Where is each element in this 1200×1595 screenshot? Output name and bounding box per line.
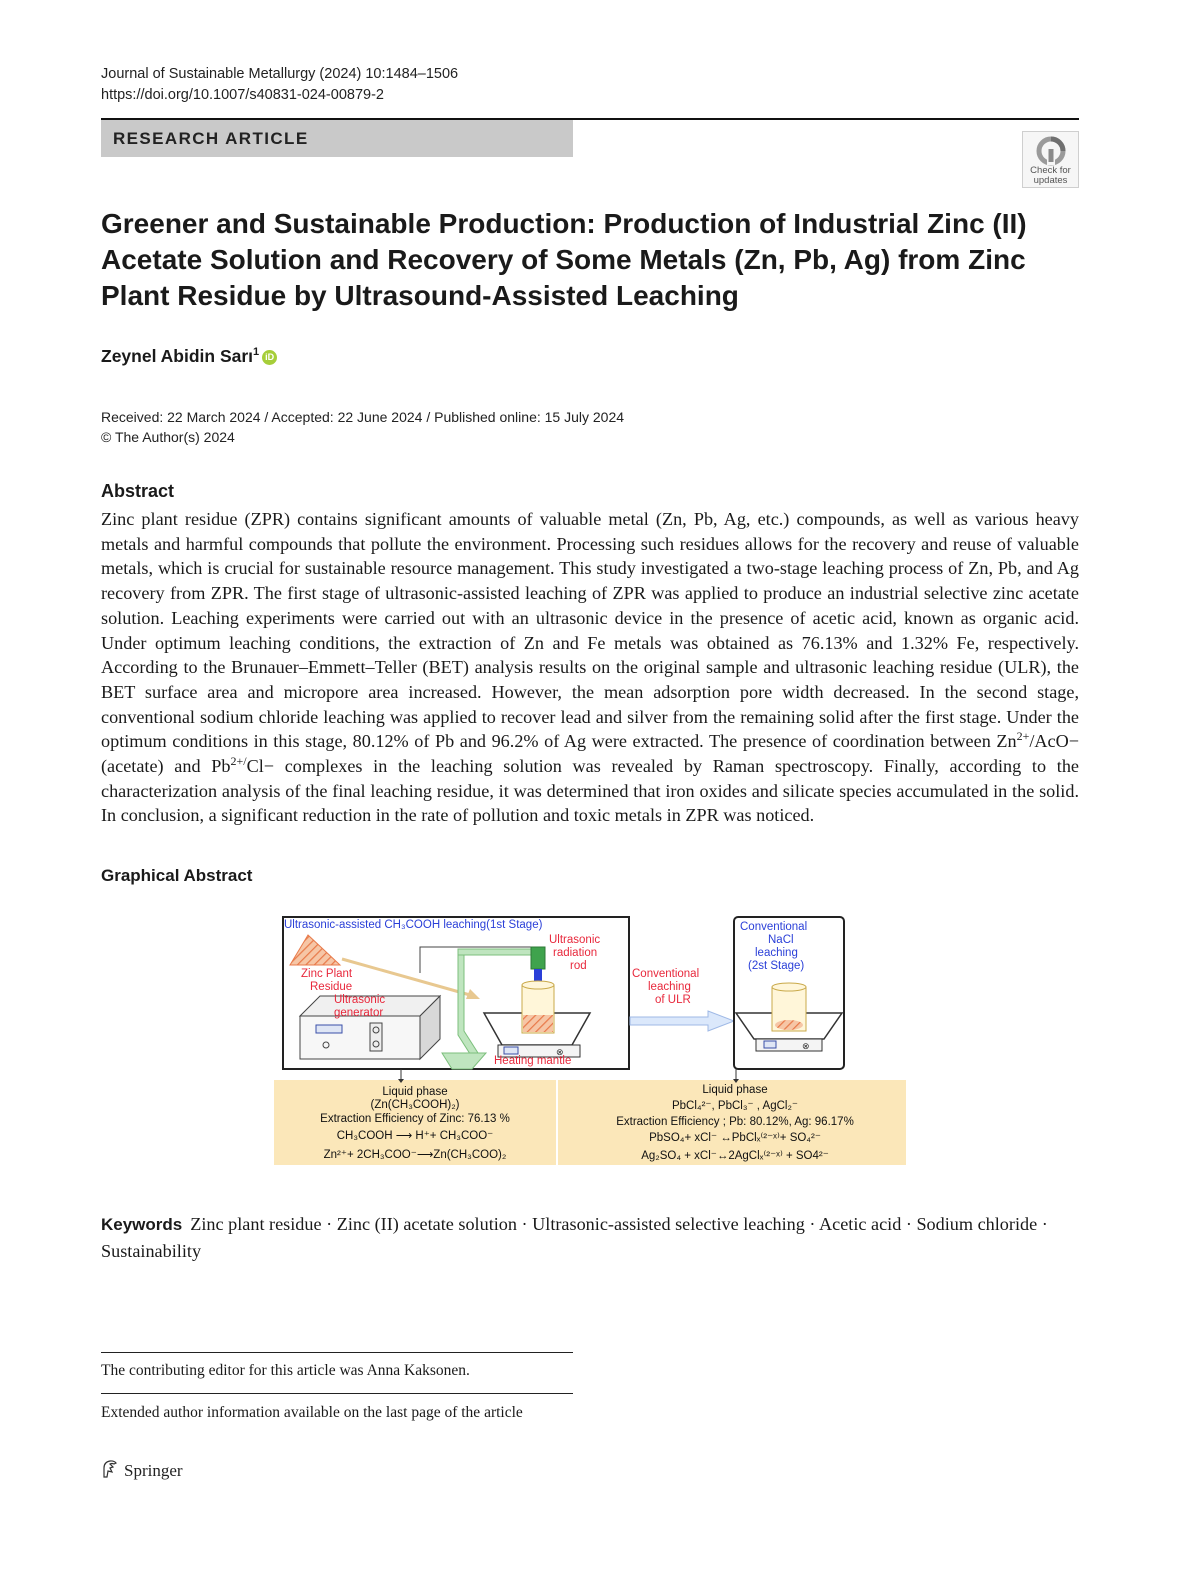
keywords <box>101 1211 1061 1264</box>
abstract-text-2: /AcO− (acetate) and Pb <box>101 731 1079 777</box>
publisher-footer <box>101 1459 183 1481</box>
generator-label-2: generator <box>334 1007 384 1019</box>
conventional-ulr-label-2: leaching <box>648 981 691 993</box>
abstract-body <box>101 507 1079 828</box>
rod-label-1: Ultrasonic <box>549 934 601 946</box>
generator-front <box>300 1016 420 1059</box>
abstract-heading: Abstract <box>101 481 175 501</box>
beaker-rim <box>522 981 554 989</box>
stage2-switch-icon: ⊗ <box>802 1041 810 1051</box>
right-liquid-line1: Liquid phase <box>702 1084 768 1096</box>
author-line <box>101 346 277 367</box>
right-liquid-line2: PbCl₄²⁻, PbCl₃⁻ , AgCl₂⁻ <box>671 1100 799 1112</box>
check-for-updates-badge[interactable] <box>1022 131 1079 188</box>
conventional-ulr-label-1: Conventional <box>632 968 700 980</box>
check-updates-line1: Check for <box>1030 165 1071 176</box>
graphical-abstract-heading: Graphical Abstract <box>101 866 253 885</box>
zinc-residue-label-1: Zinc Plant <box>301 968 353 980</box>
footnote-extended: Extended author information available on the last page of the article <box>101 1404 523 1421</box>
mantle-switch-icon: ⊗ <box>556 1047 564 1057</box>
stage2-title-3: leaching <box>755 947 798 959</box>
left-liquid-line5: Zn²⁺+ 2CH₃COO⁻⟶Zn(CH₃COO)₂ <box>323 1149 507 1161</box>
journal-header <box>101 64 458 106</box>
conventional-ulr-label-3: of ULR <box>655 994 691 1006</box>
stage1-title: Ultrasonic-assisted CH₃COOH leaching(1st Stage) <box>284 919 543 931</box>
copyright: © The Author(s) 2024 <box>101 429 235 445</box>
left-liquid-line2: (Zn(CH₃COOH)₂) <box>370 1099 460 1111</box>
stage2-mantle-display <box>764 1041 776 1048</box>
footnote-editor: The contributing editor for this article was Anna Kaksonen. <box>101 1362 470 1379</box>
rod-holder <box>531 947 545 969</box>
author-affiliation: 1 <box>253 346 260 359</box>
generator-label-1: Ultrasonic <box>334 994 386 1006</box>
date-history: Received: 22 March 2024 / Accepted: 22 June 2024 / Published online: 15 July 2024 <box>101 409 625 425</box>
footnote-rule <box>101 1393 573 1394</box>
journal-citation: Journal of Sustainable Metallurgy (2024) 10:1484–1506 <box>101 66 459 82</box>
right-liquid-line3: Extraction Efficiency ; Pb: 80.12%, Ag: 96.17% <box>616 1116 854 1128</box>
footnote-rule <box>101 1352 573 1353</box>
abstract-text-1: Zinc plant residue (ZPR) contains significant amounts of valuable metal (Zn, Pb, Ag, etc.) compounds, as well as various heavy metals and harmful compounds that pollute the environment. Processing such residues allows for the recovery and reuse of valuable metals, which is crucial for sustainable resource management. This study investigated a two-stage leaching process of Zn, Pb, and Ag recovery from ZPR. The first stage of ultrasonic-assisted leaching of ZPR was applied to produce an industrial selective zinc acetate solution. Leaching experiments were carried out with an ultrasonic device in the presence of acetic acid, known as organic acid. Under optimum leaching conditions, the extraction of Zn and Fe metals was obtained as 76.13% and 1.32% Fe, respectively. According to the Brunauer–Emmett–Teller (BET) analysis results on the original sample and ultrasonic leaching residue (ULR), the BET surface area and micropore area increased. However, the mean adsorption pore width decreased. In the second stage, conventional sodium chloride leaching was applied to recover lead and silver from the remaining solid after the first stage. Under the optimum conditions in this stage, 80.12% of Pb and 96.2% of Ag were extracted. The presence of coordination between Zn <box>101 509 1079 752</box>
article-type-label: RESEARCH ARTICLE <box>113 129 309 148</box>
beaker-stage2-residue <box>775 1020 803 1030</box>
doi-link[interactable]: https://doi.org/10.1007/s40831-024-00879-2 <box>101 87 384 103</box>
right-liquid-line4: PbSO₄+ xCl⁻ ↔PbClₓ⁽²⁻ˣ⁾+ SO₄²⁻ <box>649 1132 821 1144</box>
springer-horse-icon <box>101 1459 119 1479</box>
orcid-icon[interactable]: iD <box>262 350 277 365</box>
mantle-display <box>504 1047 518 1054</box>
abstract-sup-1: 2+ <box>1016 729 1030 744</box>
left-liquid-line1: Liquid phase <box>382 1086 448 1098</box>
keywords-label: Keywords <box>101 1215 183 1234</box>
left-liquid-line4: CH₃COOH ⟶ H⁺+ CH₃COO⁻ <box>336 1130 494 1142</box>
stage2-title-4: (2st Stage) <box>748 960 805 972</box>
abstract-sup-2: 2+/ <box>230 753 247 768</box>
publisher-name: Springer <box>124 1461 183 1480</box>
rod-label-2: radiation <box>553 947 598 959</box>
author-name: Zeynel Abidin Sarı <box>101 346 254 366</box>
left-liquid-line3: Extraction Efficiency of Zinc: 76.13 % <box>320 1113 510 1125</box>
graphical-abstract-figure <box>272 913 912 1168</box>
stand-arm <box>458 949 538 955</box>
publication-dates <box>101 407 624 447</box>
right-liquid-line5: Ag₂SO₄ + xCl⁻↔2AgClₓ⁽²⁻ˣ⁾ + SO4²⁻ <box>641 1150 829 1162</box>
check-updates-line2: updates <box>1033 175 1068 186</box>
check-updates-icon <box>1036 136 1066 166</box>
article-title: Greener and Sustainable Production: Production of Industrial Zinc (II) Acetate Solution and Recovery of Some Metals (Zn, Pb, Ag) from Zinc Plant Residue by Ultrasound-Assisted Leaching <box>101 208 1027 311</box>
beaker-residue <box>523 1015 553 1032</box>
abstract-text-3: Cl− complexes in the leaching solution was revealed by Raman spectroscopy. Finally, according to the characterization analysis of the final leaching residue, it was determined that iron oxides and silicate species accumulated in the solid. In conclusion, a significant reduction in the rate of pollution and toxic metals in ZPR was noticed. <box>101 756 1079 826</box>
rod-coupler <box>534 969 542 981</box>
stage2-title-1: Conventional <box>740 921 808 933</box>
generator-display <box>316 1025 342 1033</box>
keywords-text: Zinc plant residue · Zinc (II) acetate solution · Ultrasonic-assisted selective leaching · Acetic acid · Sodium chloride · Sustainability <box>101 1214 1048 1261</box>
beaker-stage2-rim <box>772 983 806 991</box>
stage-transfer-arrow <box>630 1011 734 1031</box>
heating-mantle-label: Heating mantle <box>494 1055 572 1067</box>
zinc-residue-label-2: Residue <box>310 981 353 993</box>
rod-label-3: rod <box>570 960 587 972</box>
stage2-title-2: NaCl <box>768 934 794 946</box>
